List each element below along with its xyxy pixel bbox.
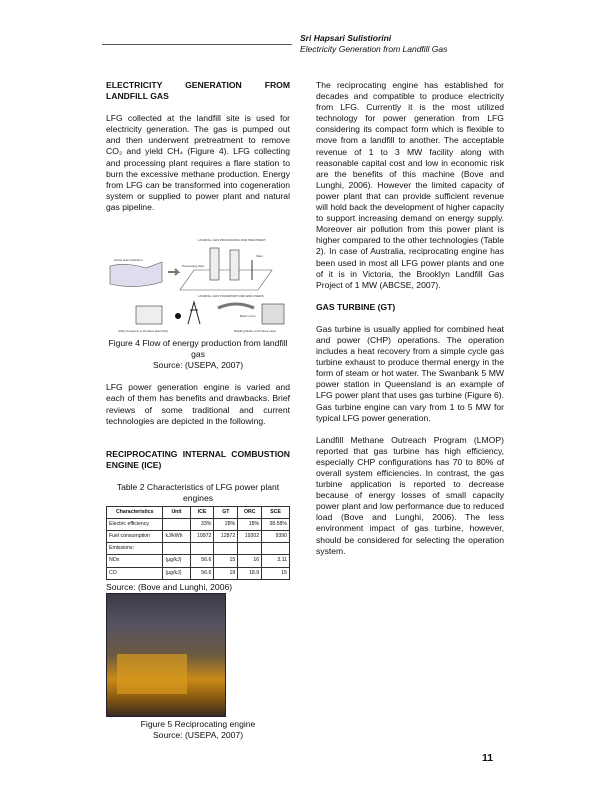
table-cell: 18.9 <box>238 567 262 579</box>
diagram-label: Active Gas Collection <box>114 258 143 263</box>
paragraph: Landfill Methane Outreach Program (LMOP) reported that gas turbine has high efficiency, especially CHP configurations has 70 to 80% of overall system efficiencies. In contrast, the gas turbine application is reported to decrease because of energy losses of small capacity power plant and low performance due to reduced load (Bove and Lunghi, 2006). The less environment impact of gas turbine, however, should be considered for selecting the operation system. <box>316 434 504 556</box>
table-caption: Table 2 Characteristics of LFG power plant engines <box>116 481 280 503</box>
paragraph: LFG collected at the landfill site is used for electricity generation. The gas is pumped out and then underwent pretreatment to remove CO₂ and yield CH₄ (Figure 4). LFG collecting and processing plant requires a flare station to burn the excessive methane production. Energy from LFG can be transformed into cogeneration system or supplied to power plant and natural gas pipeline. <box>106 113 290 212</box>
table-cell <box>214 543 238 555</box>
column-header: SCE <box>262 507 290 519</box>
table-cell: 3.11 <box>262 555 290 567</box>
column-header: GT <box>214 507 238 519</box>
paragraph: Gas turbine is usually applied for combined heat and power (CHP) operations. The operation includes a heat recovery from a simple cycle gas turbine exhaust to produce thermal energy in the form of steam or hot water. The Swanbank 5 MW power station in Queensland is an example of LFG power plant that uses gas turbine (Figure 6). Gas turbine engine can vary from 1 to 5 MW for typical LFG power generation. <box>316 323 504 423</box>
table-cell: Electric efficiency <box>107 519 163 531</box>
table-cell: 56.6 <box>190 567 214 579</box>
figure-source: Source: (USEPA, 2007) <box>152 729 244 740</box>
table-cell: 16 <box>238 555 262 567</box>
page-number: 11 <box>482 752 494 764</box>
table-cell: 33% <box>190 519 214 531</box>
reciprocating-engine-photo <box>106 593 226 717</box>
table-cell: NOx <box>107 555 163 567</box>
diagram-label: Boiler room <box>240 314 256 319</box>
table-cell: (μg/kJ) <box>163 555 190 567</box>
table-header-row <box>107 507 290 519</box>
table-cell: 15 <box>214 555 238 567</box>
table-cell: 19202 <box>238 531 262 543</box>
table-cell: Emissions: <box>107 543 163 555</box>
section-heading: GAS TURBINE (GT) <box>316 301 396 312</box>
table-cell: 10972 <box>190 531 214 543</box>
table-row <box>107 543 290 555</box>
section-heading: RECIPROCATING INTERNAL COMBUSTION ENGINE (ICE) <box>106 448 290 470</box>
table-cell: 12872 <box>214 531 238 543</box>
table-cell: 19 <box>214 567 238 579</box>
table-row <box>107 519 290 531</box>
column-header: ORC <box>238 507 262 519</box>
figure-source: Source: (USEPA, 2007) <box>152 360 244 371</box>
table-cell <box>190 543 214 555</box>
header-title: Electricity Generation from Landfill Gas <box>300 44 448 54</box>
table-cell: kJ/kWh <box>163 531 190 543</box>
diagram-label: Building Boiler to Produce Heat <box>234 329 276 334</box>
table-cell: 38.58% <box>262 519 290 531</box>
table-cell: Fuel consumption <box>107 531 163 543</box>
diagram-label: LANDFILL GAS TRANSPORT AND END USERS <box>198 294 264 299</box>
diagram-label: Utility Company to Produce Electricity <box>118 329 169 334</box>
table-cell: 56.6 <box>190 555 214 567</box>
table-row <box>107 531 290 543</box>
paragraph: LFG power generation engine is varied and each of them has benefits and drawbacks. Brief reviews of some traditional and current technologies are depicted in the following. <box>106 382 290 426</box>
header-rule <box>102 44 292 45</box>
diagram-label: Flare <box>256 254 263 259</box>
paragraph: The reciprocating engine has established for decades and compatible to produce electricity from LFG. Currently it is the most utilized technology for power generation from LFG considering its compact form which is flexible to move from a landfill to another. The acceptable revenue of 1 to 3 MW facility along with reasonable capital cost and low in economic risk are the benefits of this machine (Bove and Lunghi, 2006). However the limited capacity of power plant that can provide sufficient revenue will hold back the development of higher capacity to support increasing demand on energy supply. Moreover air pollution from this power plant is higher compared to the other technologies (Table 2). In case of Australia, reciprocating engine has been used in most all LFG power plants and one of it is in Victoria, the Brooklyn Landfill Gas Project of 1 MW (ABCSE, 2007). <box>316 80 504 290</box>
figure-caption: Figure 4 Flow of energy production from landfill gas <box>108 338 288 360</box>
header-author: Sri Hapsari Sulistiorini <box>300 33 392 43</box>
diagram-label: LANDFILL GAS PROCESSING AND TREATMENT <box>198 238 266 243</box>
table-cell: 15 <box>262 567 290 579</box>
figure-caption: Figure 5 Reciprocating engine <box>140 718 256 729</box>
table-cell <box>163 519 190 531</box>
diagram-label: Processing plant <box>182 264 205 269</box>
spacer <box>106 438 290 449</box>
table-cell: CO <box>107 567 163 579</box>
right-column <box>316 80 504 568</box>
section-heading: ELECTRICITY GENERATION FROM LANDFILL GAS <box>106 80 290 102</box>
table-cell: 28% <box>214 519 238 531</box>
column-header: Characteristics <box>107 507 163 519</box>
table-cell: (μg/kJ) <box>163 567 190 579</box>
table-cell <box>262 543 290 555</box>
column-header: ICE <box>190 507 214 519</box>
table-source: Source: (Bove and Lunghi, 2006) <box>106 581 233 592</box>
running-header <box>300 33 447 55</box>
table-cell: 9390 <box>262 531 290 543</box>
figure-4-diagram <box>106 224 290 336</box>
table-cell <box>163 543 190 555</box>
engine-shape <box>117 654 187 694</box>
table-cell <box>238 543 262 555</box>
table-row <box>107 555 290 567</box>
table-cell: 18% <box>238 519 262 531</box>
characteristics-table <box>106 506 290 580</box>
left-column <box>106 80 290 741</box>
column-header: Unit <box>163 507 190 519</box>
table-row <box>107 567 290 579</box>
table-body <box>107 519 290 579</box>
